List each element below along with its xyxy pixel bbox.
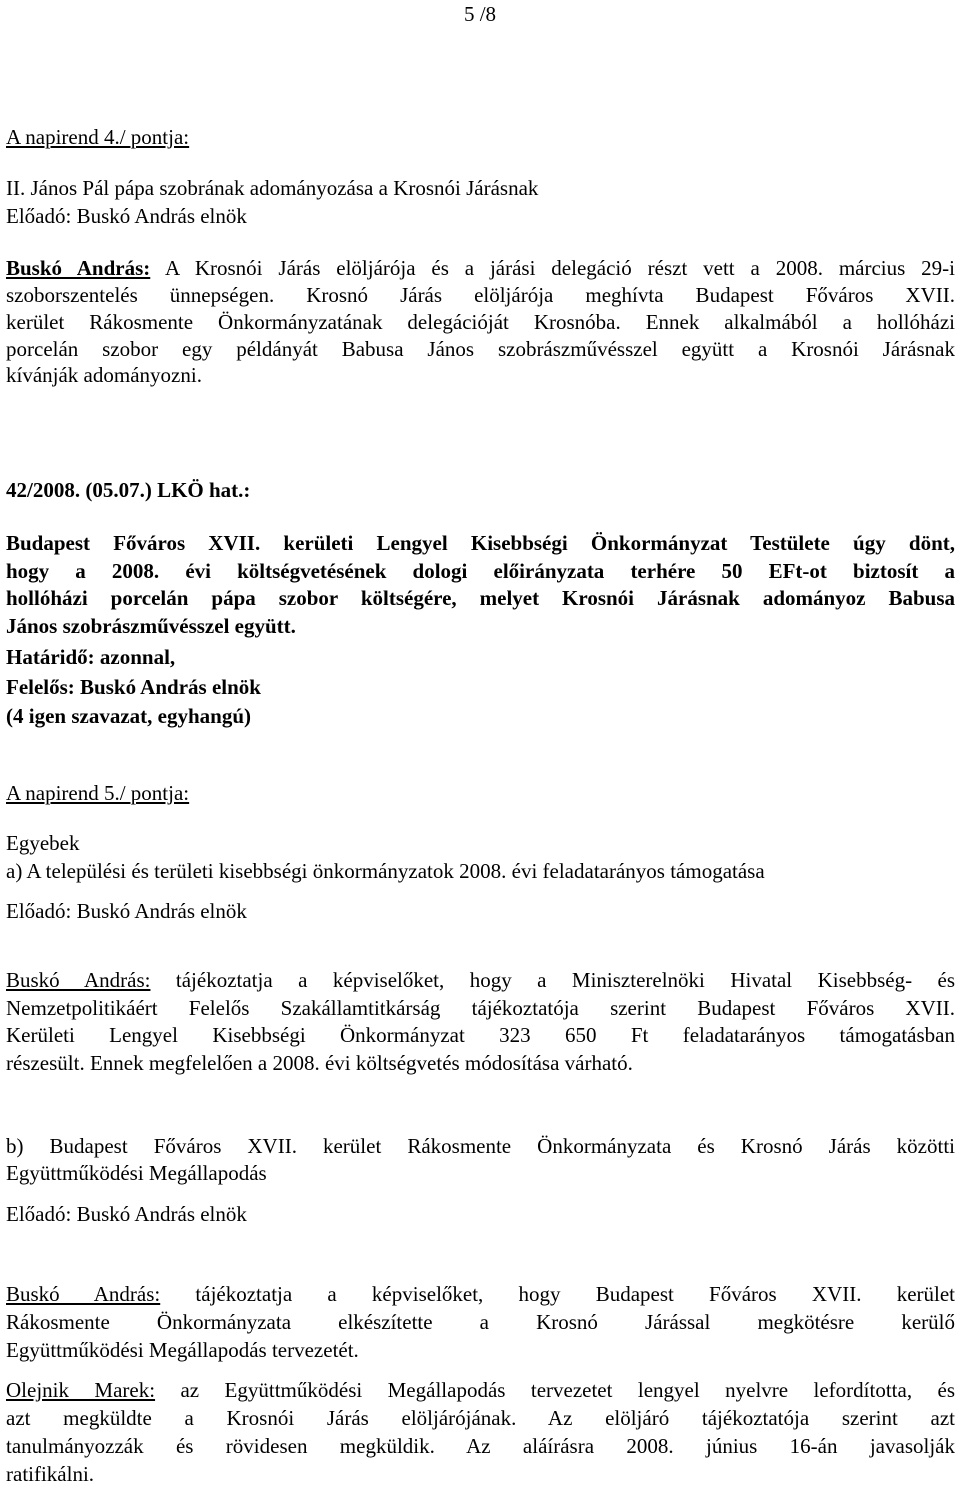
agenda-5-a-title: a) A települési és területi kisebbségi önkormányzatok 2008. évi feladatarányos támogatása xyxy=(6,859,765,883)
resolution-responsible: Felelős: Buskó András elnök xyxy=(6,675,261,699)
agenda-5-b-paragraph-line: Buskó András: tájékoztatja a képviselőket, hogy Budapest Főváros XVII. kerület xyxy=(6,1282,955,1306)
agenda-5-a-paragraph-line: Kerületi Lengyel Kisebbségi Önkormányzat 323 650 Ft feladatarányos támogatásban xyxy=(6,1023,955,1047)
resolution-vote: (4 igen szavazat, egyhangú) xyxy=(6,704,251,728)
agenda-5-b-title: b) Budapest Főváros XVII. kerület Rákosmente Önkormányzata és Krosnó Járás közötti xyxy=(6,1134,955,1158)
agenda-5-c-paragraph-line: Olejnik Marek: az Együttműködési Megállapodás tervezetet lengyel nyelvre lefordította, és xyxy=(6,1378,955,1402)
resolution-number: 42/2008. (05.07.) LKÖ hat.: xyxy=(6,478,251,502)
agenda-4-paragraph-line: szoborszentelés ünnepségen. Krosnó Járás elöljárója meghívta Budapest Főváros XVII. xyxy=(6,283,955,307)
resolution-text-line: hollóházi porcelán pápa szobor költségére, melyet Krosnói Járásnak adományoz Babusa xyxy=(6,586,955,610)
agenda-5-a-paragraph-line: Buskó András: tájékoztatja a képviselőket, hogy a Miniszterelnöki Hivatal Kisebbség- és xyxy=(6,968,955,992)
speaker-name: Buskó András: xyxy=(6,256,151,280)
agenda-5-heading: A napirend 5./ pontja: xyxy=(6,781,190,805)
agenda-4-paragraph-line: kerület Rákosmente Önkormányzatának delegációját Krosnóba. Ennek alkalmából a hollóházi xyxy=(6,310,955,334)
agenda-5-c-paragraph-line: ratifikálni. xyxy=(6,1462,95,1486)
speaker-name: Olejnik Marek: xyxy=(6,1378,156,1402)
page-number: 5 /8 xyxy=(463,2,497,26)
speaker-name: Buskó András: xyxy=(6,968,151,992)
resolution-text-line: János szobrászművésszel együtt. xyxy=(6,614,296,638)
agenda-4-heading: A napirend 4./ pontja: xyxy=(6,125,190,149)
resolution-deadline: Határidő: azonnal, xyxy=(6,645,176,669)
speaker-name: Buskó András: xyxy=(6,1282,161,1306)
agenda-5-title: Egyebek xyxy=(6,831,80,855)
agenda-5-a-presenter: Előadó: Buskó András elnök xyxy=(6,899,247,923)
agenda-4-paragraph-line: kívánják adományozni. xyxy=(6,363,202,387)
agenda-5-a-paragraph-line: részesült. Ennek megfelelően a 2008. évi költségvetés módosítása várható. xyxy=(6,1051,633,1075)
agenda-5-b-presenter: Előadó: Buskó András elnök xyxy=(6,1202,247,1226)
resolution-text-line: hogy a 2008. évi költségvetésének dologi előirányzata terhére 50 EFt-ot biztosít a xyxy=(6,559,955,583)
agenda-4-paragraph-line: Buskó András: A Krosnói Járás elöljárója és a járási delegáció részt vett a 2008. március 29-i xyxy=(6,256,955,280)
agenda-4-title: II. János Pál pápa szobrának adományozása a Krosnói Járásnak xyxy=(6,176,539,200)
agenda-4-presenter: Előadó: Buskó András elnök xyxy=(6,204,247,228)
resolution-text-line: Budapest Főváros XVII. kerületi Lengyel Kisebbségi Önkormányzat Testülete úgy dönt, xyxy=(6,531,955,555)
agenda-5-b-title: Együttműködési Megállapodás xyxy=(6,1161,267,1185)
agenda-5-a-paragraph-line: Nemzetpolitikáért Felelős Szakállamtitkárság tájékoztatója szerint Budapest Főváros XVII. xyxy=(6,996,955,1020)
agenda-5-c-paragraph-line: tanulmányozzák és rövidesen megküldik. Az aláírásra 2008. június 16-án javasolják xyxy=(6,1434,955,1458)
agenda-5-c-paragraph-line: azt megküldte a Krosnói Járás elöljárójának. Az elöljáró tájékoztatója szerint azt xyxy=(6,1406,955,1430)
agenda-5-b-paragraph-line: Együttműködési Megállapodás tervezetét. xyxy=(6,1338,359,1362)
agenda-5-b-paragraph-line: Rákosmente Önkormányzata elkészítette a Krosnó Járással megkötésre kerülő xyxy=(6,1310,955,1334)
agenda-4-paragraph-line: porcelán szobor egy példányát Babusa János szobrászművésszel együtt a Krosnói Járásnak xyxy=(6,337,955,361)
